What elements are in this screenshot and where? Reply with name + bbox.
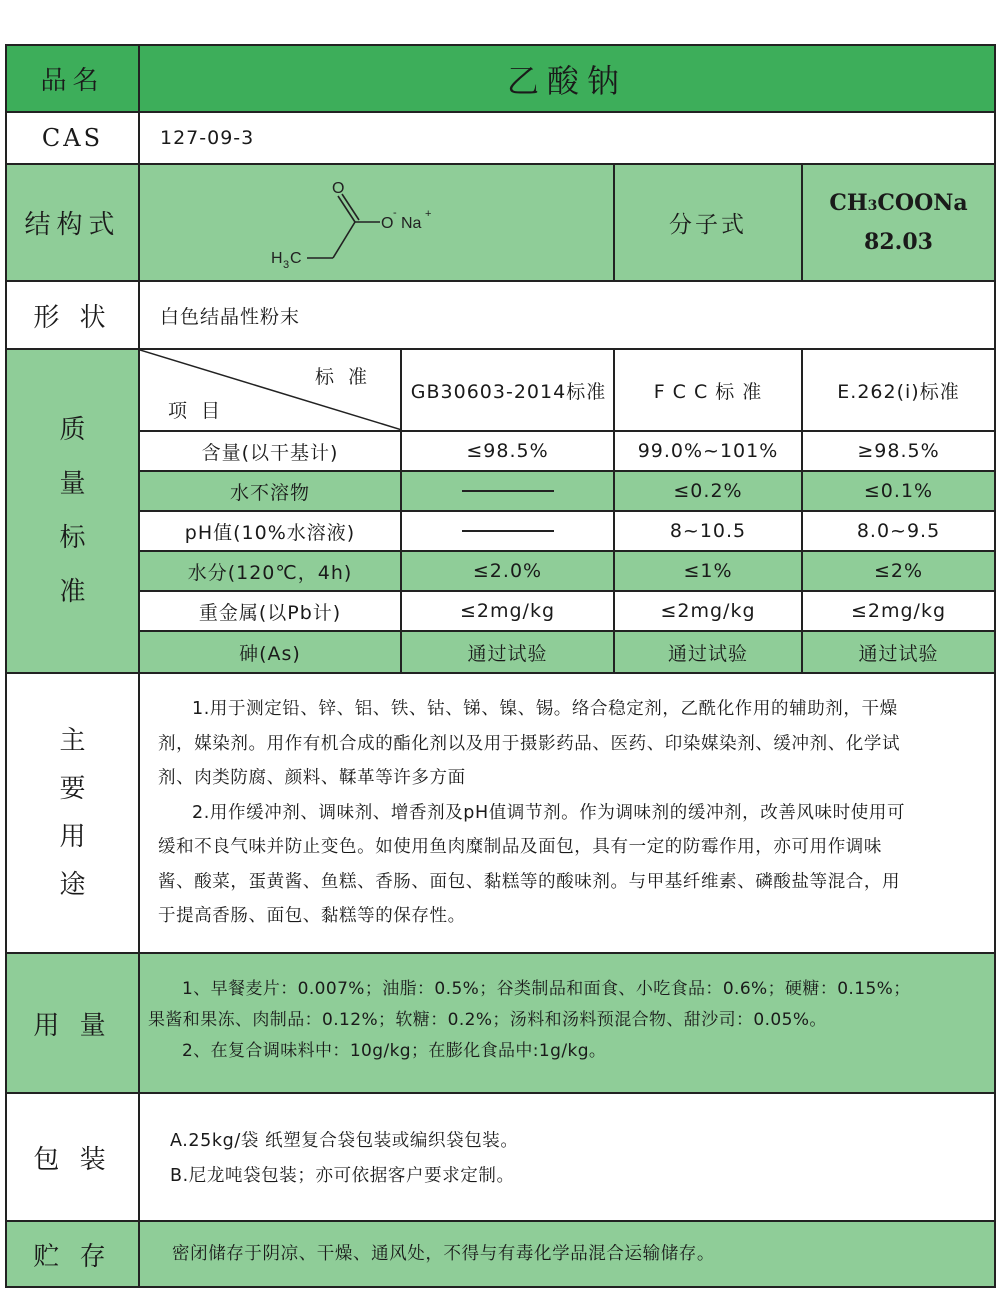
uses-line: 剂、肉类防腐、颜料、鞣革等许多方面 [158, 768, 466, 788]
atom-o-ion: O [381, 215, 394, 232]
dosage-row [7, 954, 994, 1094]
header-gb: GB30603-2014标准 [410, 380, 607, 403]
uses-line: 1.用于测定铅、锌、铝、铁、钴、锑、镍、锡。络合稳定剂，乙酰化作用的辅助剂，干燥 [192, 699, 898, 719]
table-row [140, 472, 994, 510]
structure-label: 结构式 [7, 165, 140, 280]
value-cell: 8.0~9.5 [856, 520, 941, 542]
uses-line: 缓和不良气味并防止变色。如使用鱼肉糜制品及面包，具有一定的防霉作用，亦可用作调味 [158, 837, 882, 857]
quality-label-char: 量 [59, 469, 86, 499]
value-cell: 通过试验 [467, 642, 548, 665]
item-cell: 含量(以干基计) [201, 441, 339, 464]
value-cell: ≤2mg/kg [660, 600, 756, 622]
packaging-label: 包 装 [7, 1094, 140, 1220]
dosage-line: 1、早餐麦片：0.007%；油脂：0.5%；谷类制品和面食、小吃食品：0.6%；硬糖：0.15%； [182, 979, 911, 999]
uses-label-char: 用 [59, 822, 86, 852]
plus-charge: + [425, 208, 432, 220]
spec-sheet-table [5, 44, 996, 1288]
product-name-label: 品名 [7, 46, 140, 111]
cas-row [7, 113, 994, 165]
item-cell: 水不溶物 [229, 481, 310, 504]
value-cell: ≤0.1% [863, 480, 934, 502]
uses-line: 剂，媒染剂。用作有机合成的酯化剂以及用于摄影药品、医药、印染媒染剂、缓冲剂、化学试 [158, 733, 901, 754]
item-cell: pH值(10%水溶液) [184, 521, 356, 544]
packaging-text [140, 1094, 994, 1220]
table-row [140, 632, 994, 672]
formula-block [803, 165, 994, 280]
table-row [140, 592, 994, 630]
molecular-formula [829, 185, 967, 224]
dosage-text [140, 954, 994, 1092]
storage-row [7, 1222, 994, 1286]
packaging-line: B.尼龙吨袋包装；亦可依据客户要求定制。 [170, 1166, 515, 1186]
value-cell: ≤2mg/kg [459, 600, 556, 622]
header-standard: 标 准 [315, 366, 372, 388]
value-cell: ≤2.0% [472, 560, 543, 582]
value-cell: 99.0%~101% [637, 440, 779, 462]
dosage-line: 2、在复合调味料中：10g/kg；在膨化食品中:1g/kg。 [182, 1041, 607, 1061]
product-name-row [7, 46, 994, 113]
uses-line: 2.用作缓冲剂、调味剂、增香剂及pH值调节剂。作为调味剂的缓冲剂，改善风味时使用可 [192, 802, 906, 823]
uses-line: 酱、酸菜，蛋黄酱、鱼糕、香肠、面包、黏糕等的酸味剂。与甲基纤维素、磷酸盐等混合，用 [158, 871, 901, 892]
value-cell: ≤2mg/kg [850, 600, 947, 622]
atom-na: Na [401, 215, 422, 232]
uses-line: 于提高香肠、面包、黏糕等的保存性。 [158, 906, 466, 926]
not-specified-dash [402, 512, 613, 550]
bond-c2-c3 [333, 222, 355, 258]
quality-label-char: 质 [59, 415, 86, 445]
atom-h: H [271, 250, 283, 267]
uses-row [7, 674, 994, 954]
item-cell: 重金属(以Pb计) [198, 601, 342, 624]
quality-label-char: 标 [59, 523, 86, 553]
value-cell: ≤98.5% [466, 440, 549, 462]
value-cell: 8~10.5 [669, 520, 747, 542]
uses-label-char: 主 [59, 726, 86, 756]
header-item: 项 目 [168, 400, 225, 422]
atom-o-carbonyl: O [332, 180, 345, 197]
appearance-row [7, 282, 994, 350]
quality-label-char: 准 [59, 577, 86, 607]
item-cell: 砷(As) [239, 642, 301, 665]
structural-formula [140, 165, 615, 280]
not-specified-dash [402, 472, 613, 510]
dosage-label: 用 量 [7, 954, 140, 1092]
appearance-value: 白色结晶性粉末 [160, 305, 301, 328]
storage-text: 密闭储存于阴凉、干燥、通风处，不得与有毒化学品混合运输储存。 [172, 1243, 715, 1264]
value-cell: ≤1% [683, 560, 733, 582]
value-cell: ≤0.2% [673, 480, 743, 502]
structure-content [140, 165, 994, 280]
storage-label: 贮 存 [7, 1222, 140, 1286]
formula-part-1: CH [829, 190, 868, 216]
structure-row [7, 165, 994, 282]
quality-table [140, 350, 994, 672]
uses-text [140, 674, 994, 952]
quality-label [7, 350, 140, 672]
value-cell: ≥98.5% [857, 440, 940, 462]
atom-h-subscript: 3 [283, 259, 290, 271]
value-cell: ≤2% [873, 560, 924, 582]
table-row [140, 512, 994, 550]
uses-label-char: 要 [59, 774, 86, 804]
formula-part-2: COONa [877, 190, 968, 216]
cas-number: 127-09-3 [160, 127, 255, 149]
value-cell: 通过试验 [858, 642, 939, 665]
table-row [140, 432, 994, 470]
formula-subscript: 3 [867, 198, 878, 214]
packaging-row [7, 1094, 994, 1222]
formula-label: 分子式 [669, 212, 747, 238]
dosage-line: 果酱和果冻、肉制品：0.12%；软糖：0.2%；汤料和汤料预混合物、甜沙司：0.05%。 [148, 1010, 827, 1030]
header-fcc: F C C 标 准 [653, 380, 763, 403]
appearance-label: 形 状 [7, 282, 140, 348]
header-e262: E.262(i)标准 [837, 380, 960, 403]
molecular-weight: 82.03 [864, 229, 933, 255]
quality-row [7, 350, 994, 674]
packaging-line: A.25kg/袋 纸塑复合袋包装或编织袋包装。 [170, 1131, 519, 1151]
cas-label: CAS [7, 113, 140, 163]
uses-label [7, 674, 140, 952]
item-cell: 水分(120℃，4h) [187, 561, 353, 584]
quality-header [140, 350, 994, 430]
value-cell: 通过试验 [667, 642, 748, 665]
table-row [140, 552, 994, 590]
product-name: 乙酸钠 [506, 61, 627, 100]
minus-charge: - [393, 207, 397, 219]
atom-c: C [290, 250, 302, 267]
uses-label-char: 途 [59, 870, 86, 900]
